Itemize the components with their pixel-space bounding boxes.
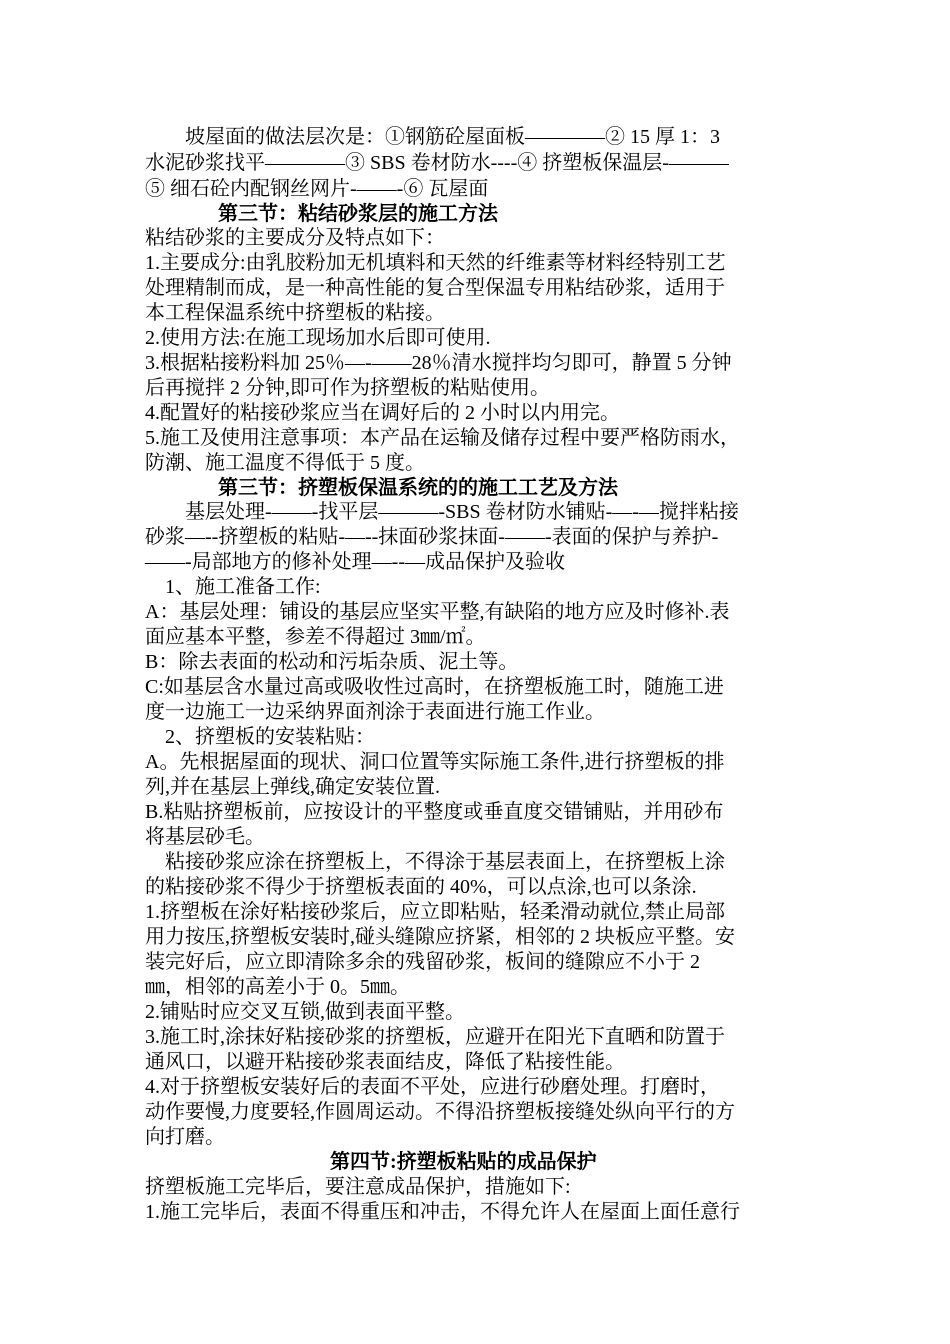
paragraph-line: 2.使用方法:在施工现场加水后即可使用. <box>145 327 491 349</box>
paragraph-line: 1、施工准备工作: <box>145 576 321 598</box>
paragraph-line: B：除去表面的松动和污垢杂质、泥土等。 <box>145 651 519 673</box>
paragraph-line: A：基层处理：铺设的基层应坚实平整,有缺陷的地方应及时修补.表 <box>145 601 730 623</box>
paragraph-line: 1.施工完毕后，表面不得重压和冲击，不得允许人在屋面上面任意行 <box>145 1201 740 1223</box>
paragraph-line: 面应基本平整，参差不得超过 3㎜/㎡。 <box>145 626 486 648</box>
paragraph-line: 1.主要成分:由乳胶粉加无机填料和天然的纤维素等材料经特别工艺 <box>145 252 726 274</box>
paragraph-line: ——-局部地方的修补处理—--—成品保护及验收 <box>145 551 565 573</box>
section-heading: 第四节:挤塑板粘贴的成品保护 <box>330 1151 597 1173</box>
paragraph-line: 粘接砂浆应涂在挤塑板上，不得涂于基层表面上，在挤塑板上涂 <box>145 851 725 873</box>
paragraph-line: 3.根据粘接粉料加 25％—-——28％清水搅拌均匀即可，静置 5 分钟 <box>145 352 732 374</box>
paragraph-line: 度一边施工一边采纳界面剂涂于表面进行施工作业。 <box>145 701 605 723</box>
paragraph-line: 2.铺贴时应交叉互锁,做到表面平整。 <box>145 1001 465 1023</box>
paragraph-line: 5.施工及使用注意事项：本产品在运输及储存过程中要严格防雨水， <box>145 427 740 449</box>
paragraph-line: 砂浆—--挤塑板的粘贴-—--抹面砂浆抹面-——-表面的保护与养护- <box>145 526 719 548</box>
section-heading: 第三节：粘结砂浆层的施工方法 <box>218 203 498 225</box>
paragraph-line: 后再搅拌 2 分钟,即可作为挤塑板的粘贴使用。 <box>145 377 550 399</box>
paragraph-line: 粘结砂浆的主要成分及特点如下： <box>145 227 445 249</box>
paragraph-line: A。先根据屋面的现状、洞口位置等实际施工条件,进行挤塑板的排 <box>145 751 725 773</box>
paragraph-line: 用力按压,挤塑板安装时,碰头缝隙应挤紧，相邻的 2 块板应平整。安 <box>145 926 735 948</box>
paragraph-line: 防潮、施工温度不得低于 5 度。 <box>145 452 425 474</box>
paragraph-line: 坡屋面的做法层次是：①钢筋砼屋面板————② 15 厚 1：3 <box>145 126 720 148</box>
paragraph-line: 装完好后，应立即清除多余的残留砂浆，板间的缝隙应不小于 2 <box>145 951 700 973</box>
paragraph-line: 本工程保温系统中挤塑板的粘接。 <box>145 302 445 324</box>
paragraph-line: 动作要慢,力度要轻,作圆周运动。不得沿挤塑板接缝处纵向平行的方 <box>145 1101 735 1123</box>
paragraph-line: 向打磨。 <box>145 1126 225 1148</box>
paragraph-line: 处理精制而成，是一种高性能的复合型保温专用粘结砂浆，适用于 <box>145 277 725 299</box>
paragraph-line: B.粘贴挤塑板前，应按设计的平整度或垂直度交错铺贴，并用砂布 <box>145 801 724 823</box>
section-heading: 第三节：挤塑板保温系统的的施工工艺及方法 <box>218 477 618 499</box>
paragraph-line: 通风口，以避开粘接砂浆表面结皮，降低了粘接性能。 <box>145 1051 625 1073</box>
paragraph-line: 挤塑板施工完毕后，要注意成品保护，措施如下: <box>145 1176 571 1198</box>
paragraph-line: ⑤ 细石砼内配钢丝网片-——-⑥ 瓦屋面 <box>145 178 489 200</box>
paragraph-line: 1.挤塑板在涂好粘接砂浆后，应立即粘贴，轻柔滑动就位,禁止局部 <box>145 901 725 923</box>
paragraph-line: ㎜，相邻的高差小于 0。5㎜。 <box>145 976 410 998</box>
paragraph-line: 4.对于挤塑板安装好后的表面不平处，应进行砂磨处理。打磨时， <box>145 1076 720 1098</box>
paragraph-line: 将基层砂毛。 <box>145 826 265 848</box>
paragraph-line: 3.施工时,涂抹好粘接砂浆的挤塑板，应避开在阳光下直晒和防置于 <box>145 1026 725 1048</box>
paragraph-line: 基层处理-——-找平层———-SBS 卷材防水铺贴-—-—搅拌粘接 <box>145 501 739 523</box>
paragraph-line: C:如基层含水量过高或吸收性过高时，在挤塑板施工时，随施工进 <box>145 676 724 698</box>
paragraph-line: 的粘接砂浆不得少于挤塑板表面的 40%，可以点涂,也可以条涂. <box>145 876 697 898</box>
paragraph-line: 列,并在基层上弹线,确定安装位置. <box>145 776 440 798</box>
paragraph-line: 2、挤塑板的安装粘贴： <box>145 726 375 748</box>
paragraph-line: 4.配置好的粘接砂浆应当在调好后的 2 小时以内用完。 <box>145 402 620 424</box>
paragraph-line: 水泥砂浆找平————③ SBS 卷材防水----④ 挤塑板保温层-——— <box>145 152 729 174</box>
